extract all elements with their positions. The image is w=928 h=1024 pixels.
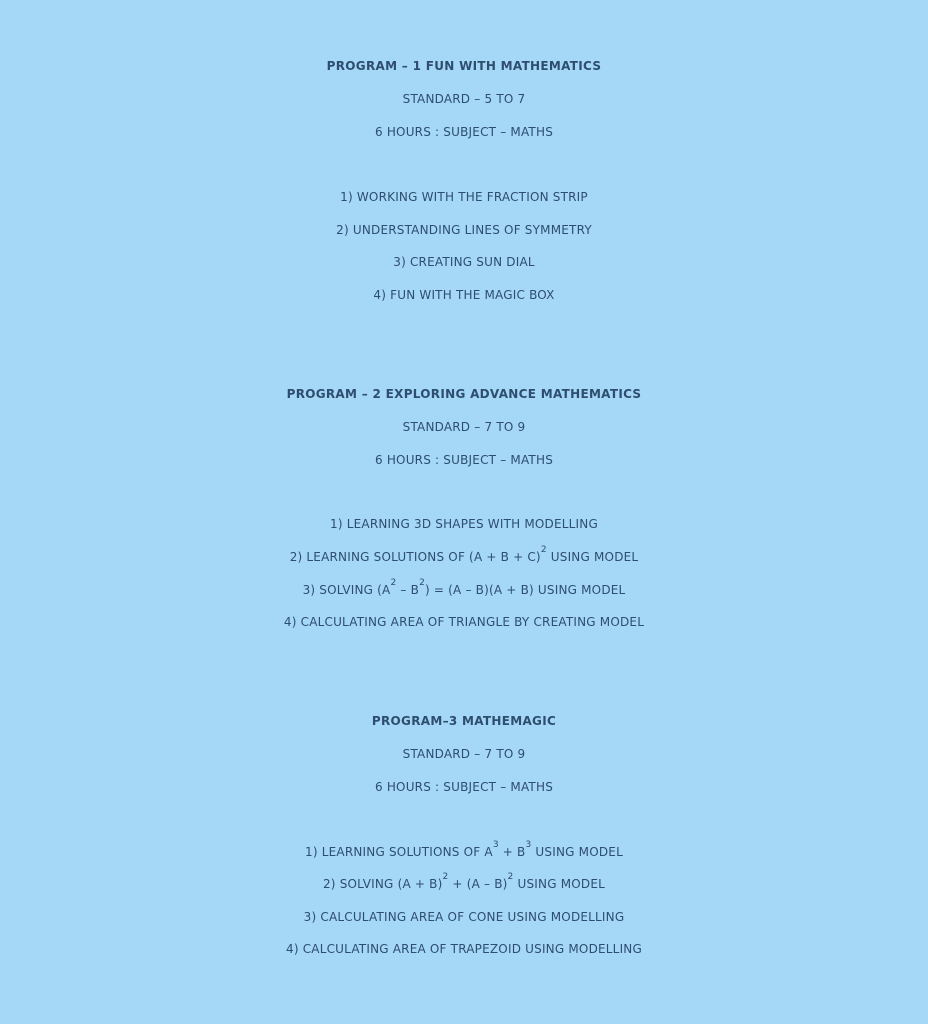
- program-3-item-4: 4) CALCULATING AREA OF TRAPEZOID USING MODELLING: [286, 942, 642, 956]
- program-2-item-1: 1) LEARNING 3D SHAPES WITH MODELLING: [330, 517, 598, 531]
- program-3-item-1-exponent-2: 3: [525, 840, 532, 850]
- program-1-item-1: 1) WORKING WITH THE FRACTION STRIP: [340, 190, 588, 204]
- program-2-item-2-exponent: 2: [540, 545, 547, 555]
- program-2-title: PROGRAM – 2 EXPLORING ADVANCE MATHEMATICS: [286, 387, 642, 401]
- program-1-standard: STANDARD – 5 TO 7: [402, 92, 526, 106]
- program-3-item-2-text-b: + (A – B): [448, 877, 508, 891]
- program-2-standard: STANDARD – 7 TO 9: [402, 420, 526, 434]
- program-3-item-1: [0, 836, 928, 868]
- program-3-item-2: [0, 868, 928, 900]
- program-3-item-1-text-b: + B: [498, 845, 526, 859]
- program-1-item-4: 4) FUN WITH THE MAGIC BOX: [373, 288, 555, 302]
- program-2-item-3: [0, 574, 928, 606]
- program-2-hours: 6 HOURS : SUBJECT – MATHS: [374, 453, 554, 467]
- program-2-item-3-exponent-1: 2: [390, 578, 397, 588]
- program-2-item-3-text-a: 3) SOLVING (A: [302, 583, 391, 597]
- program-3-item-3: 3) CALCULATING AREA OF CONE USING MODELLING: [303, 910, 625, 924]
- program-1-title: PROGRAM – 1 FUN WITH MATHEMATICS: [326, 59, 602, 73]
- program-2-item-2-text-end: USING MODEL: [546, 550, 639, 564]
- program-2-item-2: [0, 541, 928, 573]
- program-2-item-3-text-c: ) = (A – B)(A + B) USING MODEL: [425, 583, 626, 597]
- program-1-hours: 6 HOURS : SUBJECT – MATHS: [374, 125, 554, 139]
- program-2-item-3-text-b: – B: [396, 583, 420, 597]
- program-3-item-2-text-a: 2) SOLVING (A + B): [322, 877, 443, 891]
- program-3-item-2-text-c: USING MODEL: [513, 877, 606, 891]
- program-2-item-3-exponent-2: 2: [419, 578, 425, 588]
- program-3-item-1-exponent-1: 3: [492, 840, 499, 850]
- program-3-standard: STANDARD – 7 TO 9: [402, 747, 526, 761]
- program-2-item-4: 4) CALCULATING AREA OF TRIANGLE BY CREATING MODEL: [283, 615, 645, 629]
- program-3-item-2-exponent-2: 2: [507, 872, 514, 882]
- program-3-item-1-text-c: USING MODEL: [531, 845, 623, 859]
- program-2-item-2-text: 2) LEARNING SOLUTIONS OF (A + B + C): [289, 550, 541, 564]
- program-1-item-2: 2) UNDERSTANDING LINES OF SYMMETRY: [336, 223, 592, 237]
- program-3-title: PROGRAM–3 MATHEMAGIC: [371, 714, 557, 728]
- program-1-item-3: 3) CREATING SUN DIAL: [393, 255, 535, 269]
- program-3-hours: 6 HOURS : SUBJECT – MATHS: [374, 780, 554, 794]
- program-3-item-1-text-a: 1) LEARNING SOLUTIONS OF A: [305, 845, 493, 859]
- program-3-item-2-exponent-1: 2: [442, 872, 449, 882]
